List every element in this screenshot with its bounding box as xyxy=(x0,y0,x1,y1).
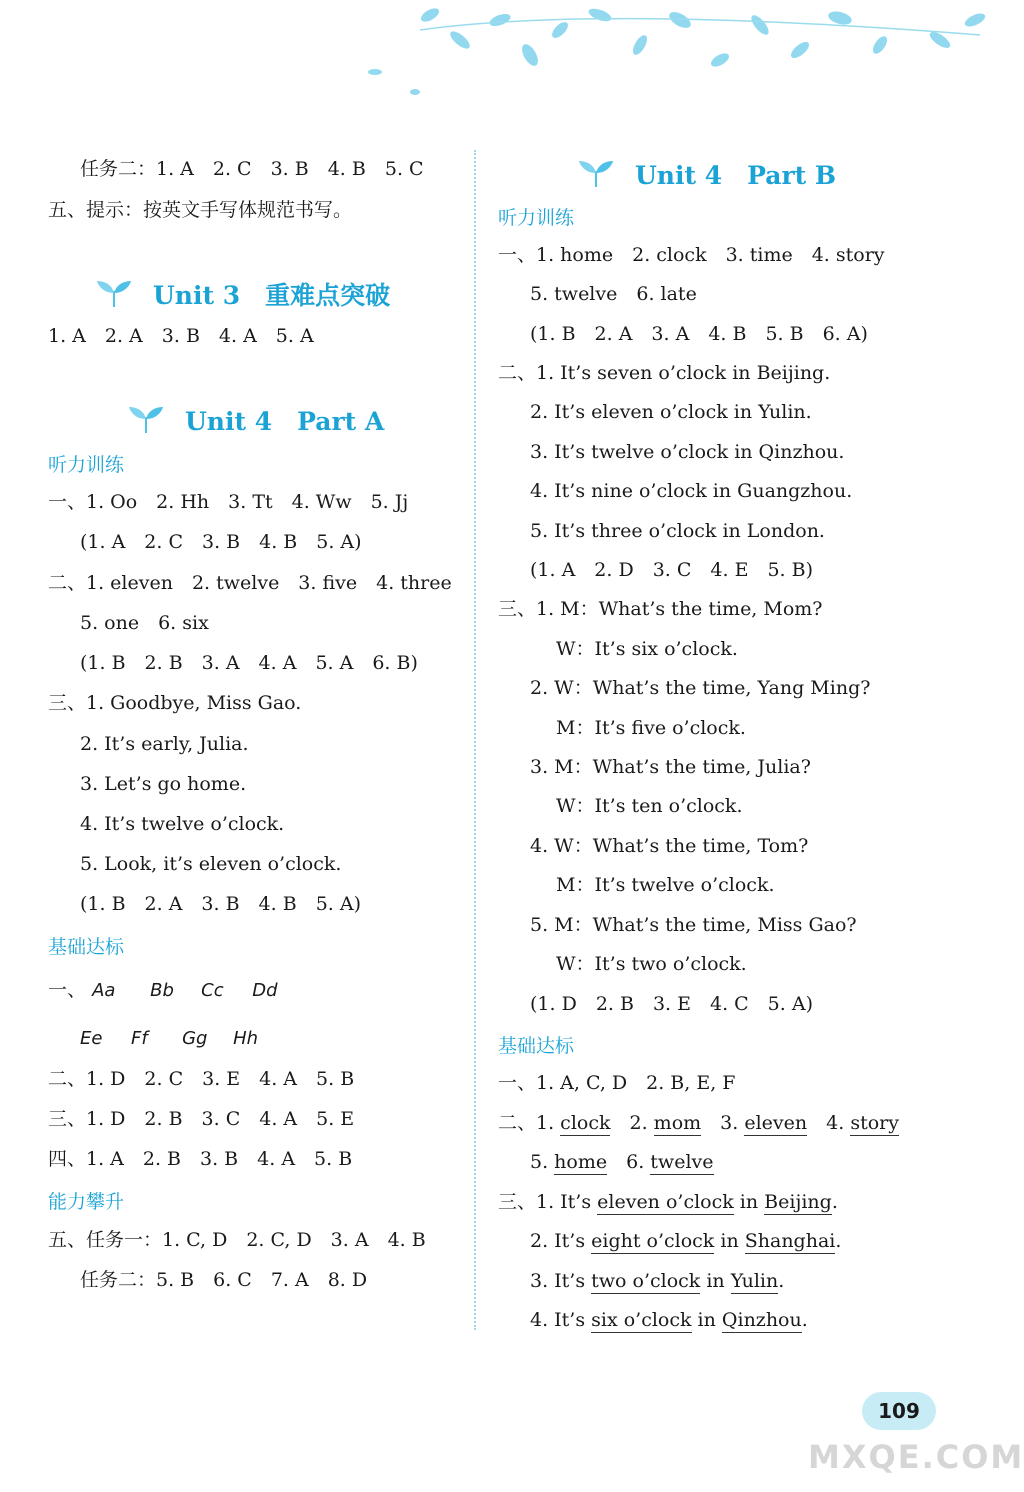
item-number: 5. xyxy=(530,1151,555,1173)
answer-line: 二、1. It’s seven o’clock in Beijing. xyxy=(498,362,831,384)
word-answer-row-1 xyxy=(498,1111,899,1135)
answer-line: M：It’s five o’clock. xyxy=(556,717,746,739)
section-basic: 基础达标 xyxy=(498,1035,575,1057)
underlined-city: Yulin xyxy=(730,1270,779,1292)
sentence-connector: in xyxy=(733,1191,765,1213)
sentence-period: . xyxy=(801,1309,808,1331)
section-basic: 基础达标 xyxy=(48,936,125,958)
page-number: 109 xyxy=(862,1392,936,1430)
underlined-word: mom xyxy=(653,1112,702,1134)
sentence-answer xyxy=(530,1308,808,1332)
section-ability: 能力攀升 xyxy=(48,1191,125,1213)
answer-line: 一、1. Oo 2. Hh 3. Tt 4. Ww 5. Jj xyxy=(48,491,409,513)
answer-line: 五、任务一：1. C, D 2. C, D 3. A 4. B xyxy=(48,1229,426,1251)
unit3-heading-text: Unit 3 重难点突破 xyxy=(153,281,391,310)
sentence-period: . xyxy=(778,1270,785,1292)
underlined-city: Shanghai xyxy=(744,1230,836,1252)
sentence-connector: in xyxy=(691,1309,722,1331)
sentence-connector: in xyxy=(700,1270,731,1292)
answer-line: 5. M：What’s the time, Miss Gao? xyxy=(530,914,857,936)
underlined-time: eight o’clock xyxy=(591,1230,715,1252)
underlined-word: twelve xyxy=(650,1151,714,1173)
underlined-time: two o’clock xyxy=(591,1270,701,1292)
sentence-prefix: 4. It’s xyxy=(530,1309,592,1331)
answer-line: 2. W：What’s the time, Yang Ming? xyxy=(530,677,871,699)
answer-line: 二、1. D 2. C 3. E 4. A 5. B xyxy=(48,1068,355,1090)
answer-line: 4. It’s twelve o’clock. xyxy=(80,813,285,835)
sprout-icon xyxy=(127,405,165,435)
hw-letter: Cc xyxy=(201,980,224,1001)
sprout-icon xyxy=(95,279,133,309)
answer-line: (1. B 2. A 3. B 4. B 5. A) xyxy=(80,893,361,915)
answer-line: 5. It’s three o’clock in London. xyxy=(530,520,825,542)
sentence-period: . xyxy=(835,1230,842,1252)
answer-line: (1. A 2. C 3. B 4. B 5. A) xyxy=(80,531,362,553)
tip-line: 五、提示：按英文手写体规范书写。 xyxy=(48,199,353,221)
column-divider xyxy=(474,150,476,1330)
unit3-answers: 1. A 2. A 3. B 4. A 5. A xyxy=(48,325,314,347)
section-listening: 听力训练 xyxy=(498,207,575,229)
unit4b-heading xyxy=(577,156,836,192)
underlined-word: eleven xyxy=(744,1112,808,1134)
answer-line: M：It’s twelve o’clock. xyxy=(556,874,775,896)
answer-line: W：It’s ten o’clock. xyxy=(556,795,743,817)
underlined-word: home xyxy=(554,1151,608,1173)
unit4b-heading-text: Unit 4 Part B xyxy=(635,161,837,190)
handwriting-row-2 xyxy=(80,1026,258,1051)
decorative-leaves-header xyxy=(0,0,1000,110)
word-answer-row-2 xyxy=(530,1150,714,1174)
answer-line: 三、1. M：What’s the time, Mom? xyxy=(498,598,823,620)
item-number: 6. xyxy=(626,1151,651,1173)
underlined-time: six o’clock xyxy=(591,1309,692,1331)
sentence-period: . xyxy=(831,1191,838,1213)
answer-line: 2. It’s eleven o’clock in Yulin. xyxy=(530,401,812,423)
task2-answers: 任务二：1. A 2. C 3. B 4. B 5. C xyxy=(80,158,424,180)
answer-line: 3. Let’s go home. xyxy=(80,773,247,795)
unit4a-heading xyxy=(127,402,384,438)
underlined-city: Qinzhou xyxy=(721,1309,802,1331)
sentence-answer xyxy=(530,1269,784,1293)
item-number: 二、1. xyxy=(498,1112,561,1134)
answer-line: 4. W：What’s the time, Tom? xyxy=(530,835,809,857)
hw-letter: Dd xyxy=(252,980,278,1001)
handwriting-row-1 xyxy=(48,978,278,1003)
sentence-prefix: 2. It’s xyxy=(530,1230,592,1252)
answer-line: 3. It’s twelve o’clock in Qinzhou. xyxy=(530,441,845,463)
answer-line: 三、1. D 2. B 3. C 4. A 5. E xyxy=(48,1108,355,1130)
item-number: 4. xyxy=(826,1112,851,1134)
answer-line: (1. B 2. B 3. A 4. A 5. A 6. B) xyxy=(80,652,418,674)
hw-letter: Ee xyxy=(80,1028,103,1049)
hw-letter: Gg xyxy=(182,1028,208,1049)
underlined-city: Beijing xyxy=(764,1191,832,1213)
answer-line: 5. Look, it’s eleven o’clock. xyxy=(80,853,342,875)
answer-line: 5. twelve 6. late xyxy=(530,283,697,305)
sprout-icon xyxy=(577,159,615,189)
answer-line: 二、1. eleven 2. twelve 3. five 4. three xyxy=(48,572,452,594)
answer-line: (1. B 2. A 3. A 4. B 5. B 6. A) xyxy=(530,323,868,345)
unit4a-heading-text: Unit 4 Part A xyxy=(185,407,385,436)
item-number: 2. xyxy=(629,1112,654,1134)
sentence-connector: in xyxy=(714,1230,745,1252)
underlined-word: clock xyxy=(560,1112,611,1134)
underlined-word: story xyxy=(850,1112,899,1134)
answer-line: 4. It’s nine o’clock in Guangzhou. xyxy=(530,480,853,502)
underlined-time: eleven o’clock xyxy=(597,1191,734,1213)
sentence-prefix: 三、1. It’s xyxy=(498,1191,598,1213)
answer-line: 3. M：What’s the time, Julia? xyxy=(530,756,811,778)
hw-letter: Bb xyxy=(150,980,174,1001)
answer-line: W：It’s six o’clock. xyxy=(556,638,738,660)
answer-line: 2. It’s early, Julia. xyxy=(80,733,249,755)
answer-line: W：It’s two o’clock. xyxy=(556,953,747,975)
answer-line: 5. one 6. six xyxy=(80,612,209,634)
answer-line: 三、1. Goodbye, Miss Gao. xyxy=(48,692,302,714)
answer-line: 任务二：5. B 6. C 7. A 8. D xyxy=(80,1269,368,1291)
section-listening: 听力训练 xyxy=(48,454,125,476)
unit3-heading xyxy=(95,276,390,312)
hw-letter: Aa xyxy=(92,980,116,1001)
answer-line: (1. D 2. B 3. E 4. C 5. A) xyxy=(530,993,813,1015)
answer-line: 四、1. A 2. B 3. B 4. A 5. B xyxy=(48,1148,353,1170)
answer-line: 一、1. home 2. clock 3. time 4. story xyxy=(498,244,885,266)
sentence-answer xyxy=(530,1229,841,1253)
answer-line: 一、1. A, C, D 2. B, E, F xyxy=(498,1072,736,1094)
watermark: MXQE.COM xyxy=(808,1438,1024,1476)
sentence-prefix: 3. It’s xyxy=(530,1270,592,1292)
hw-letter: Ff xyxy=(131,1028,148,1049)
item-number: 3. xyxy=(720,1112,745,1134)
hw-prefix: 一、 xyxy=(48,979,87,1001)
answer-line: (1. A 2. D 3. C 4. E 5. B) xyxy=(530,559,813,581)
hw-letter: Hh xyxy=(233,1028,259,1049)
sentence-answer xyxy=(498,1190,838,1214)
